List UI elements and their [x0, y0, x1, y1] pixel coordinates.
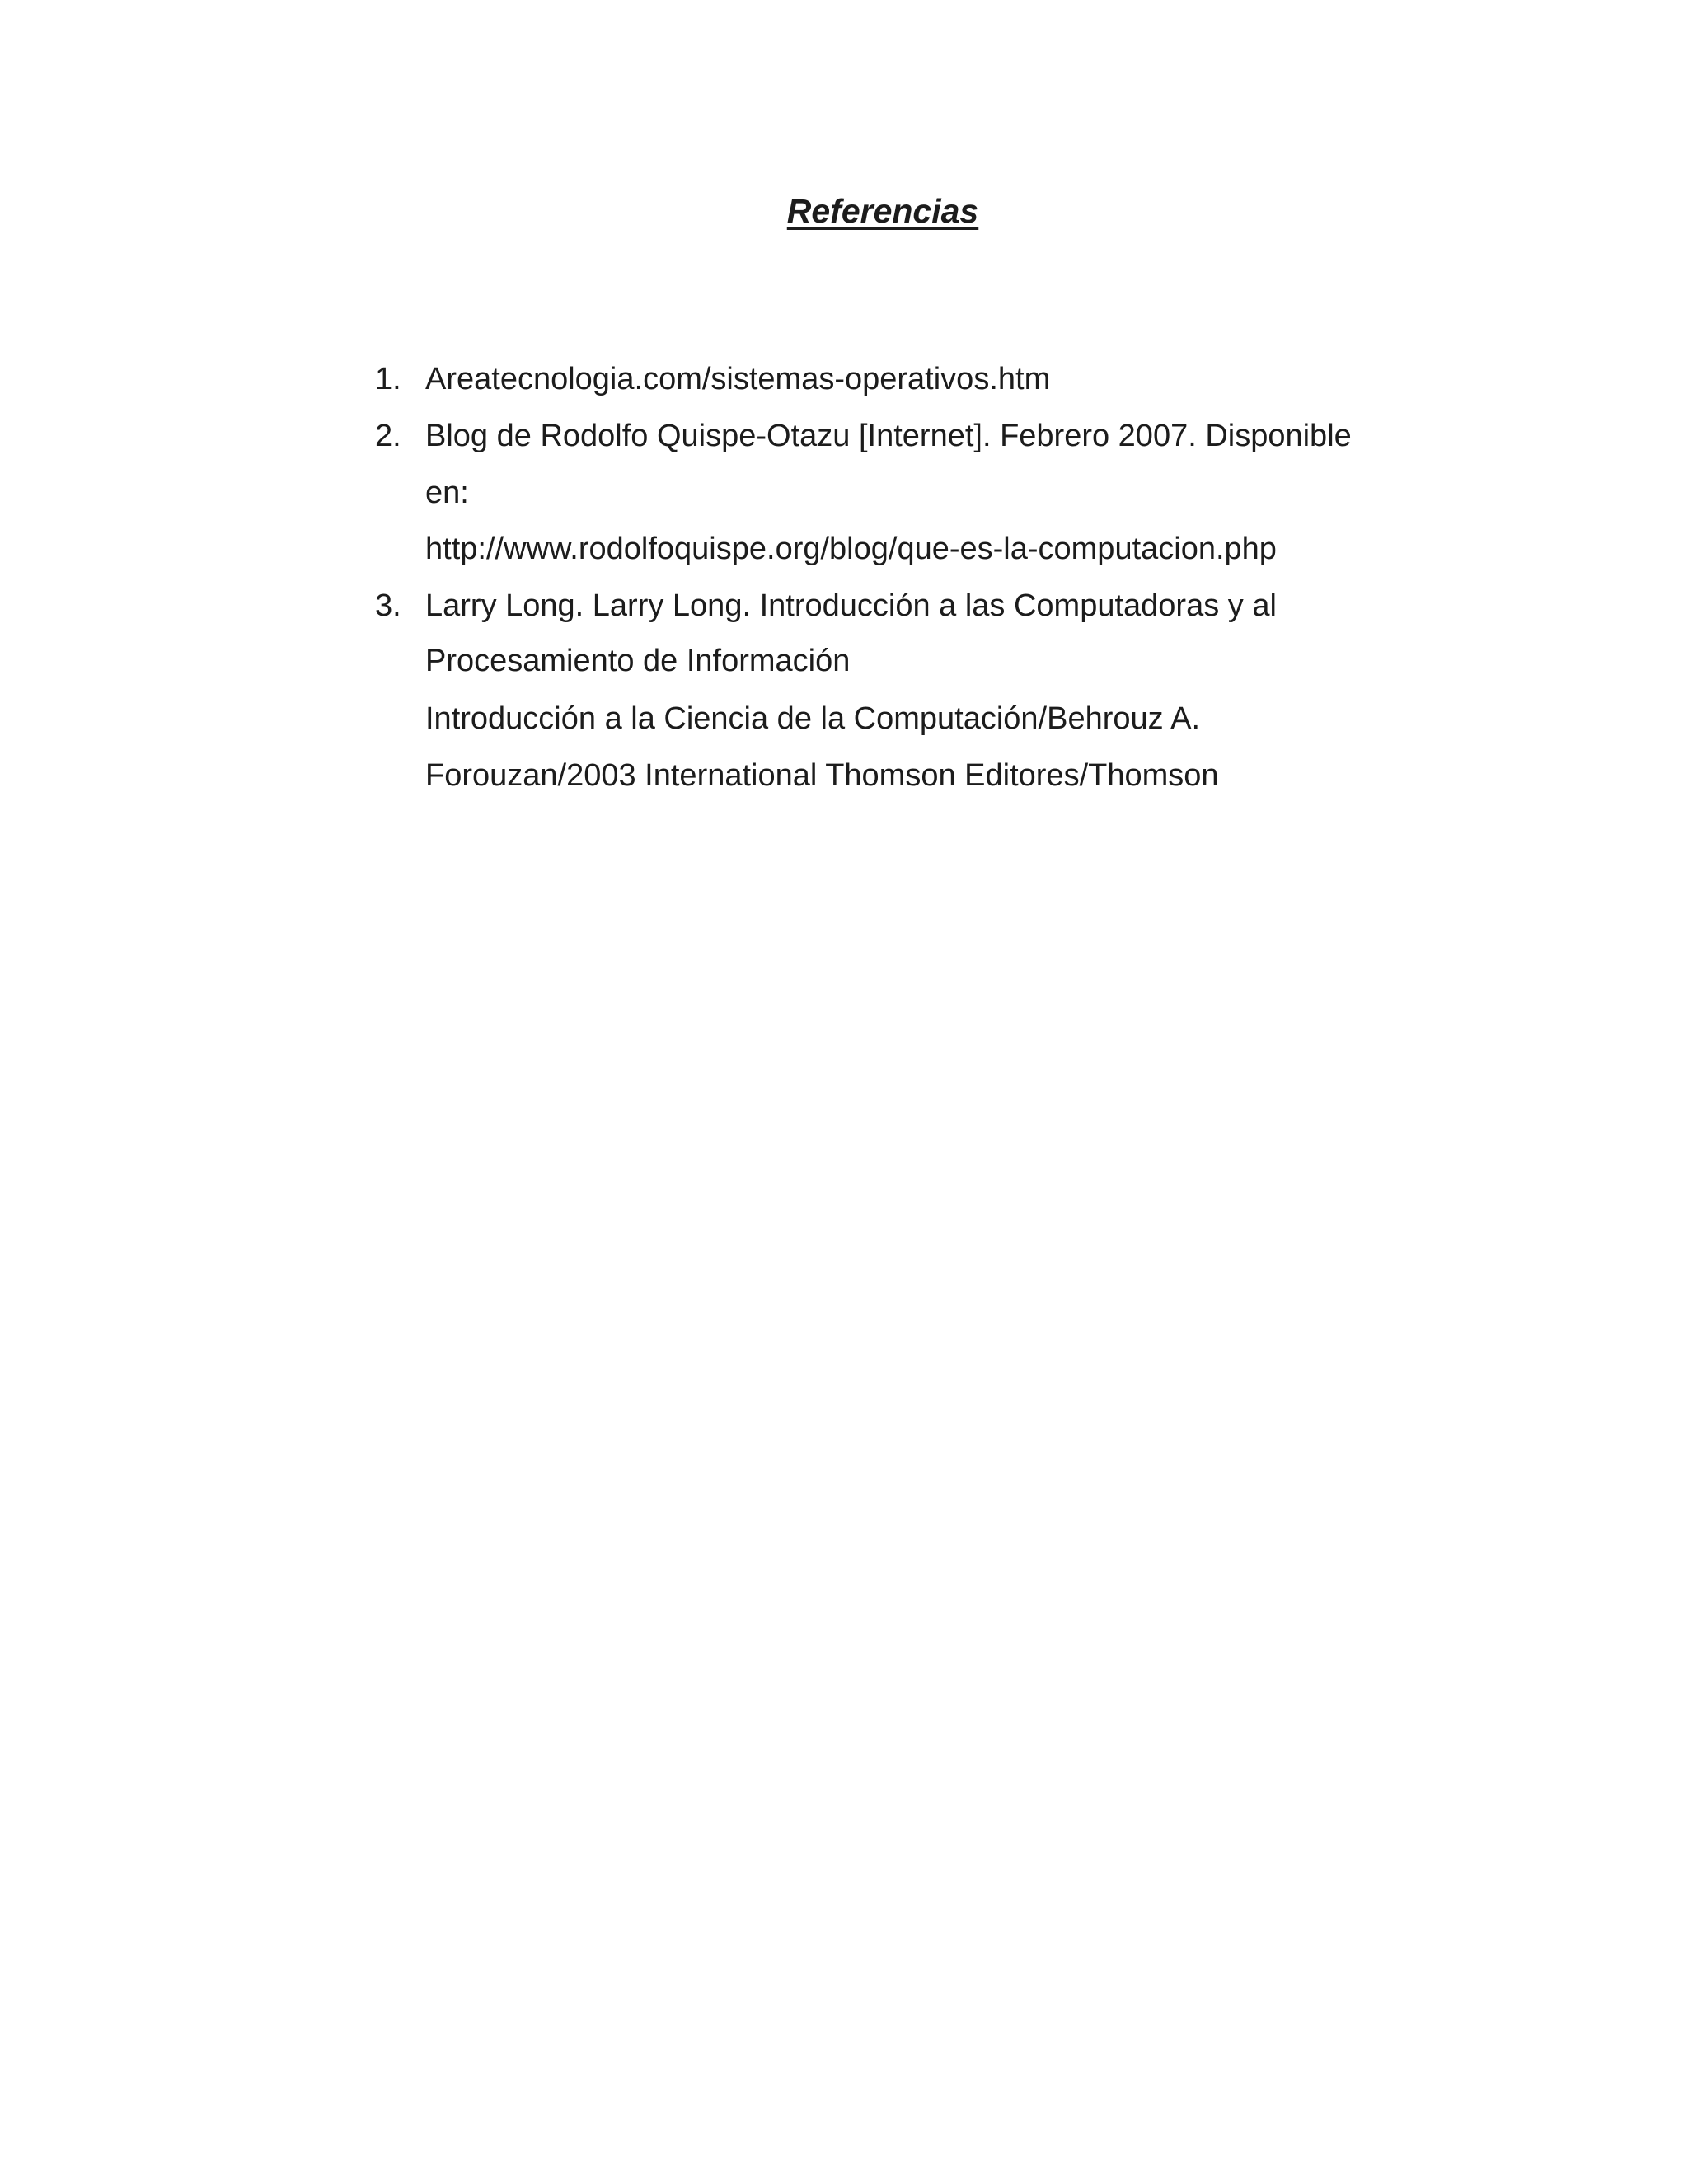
- reference-line: Blog de Rodolfo Quispe-Otazu [Internet]. Febrero 2007. Disponible: [425, 419, 1352, 453]
- page-title: Referencias: [786, 192, 979, 230]
- reference-line: Procesamiento de Información: [425, 644, 851, 678]
- reference-url: http://www.rodolfoquispe.org/blog/que-es-la-computacion.php: [425, 532, 1277, 566]
- reference-line: Areatecnologia.com/sistemas-operativos.htm: [425, 362, 1051, 396]
- reference-line: en:: [425, 476, 469, 510]
- reference-number: 2.: [375, 419, 401, 453]
- reference-line: Larry Long. Larry Long. Introducción a las Computadoras y al: [425, 588, 1277, 623]
- reference-line: Introducción a la Ciencia de la Computación/Behrouz A.: [425, 701, 1200, 736]
- reference-line: Forouzan/2003 International Thomson Editores/Thomson: [425, 758, 1219, 793]
- reference-number: 1.: [375, 362, 401, 396]
- reference-number: 3.: [375, 588, 401, 623]
